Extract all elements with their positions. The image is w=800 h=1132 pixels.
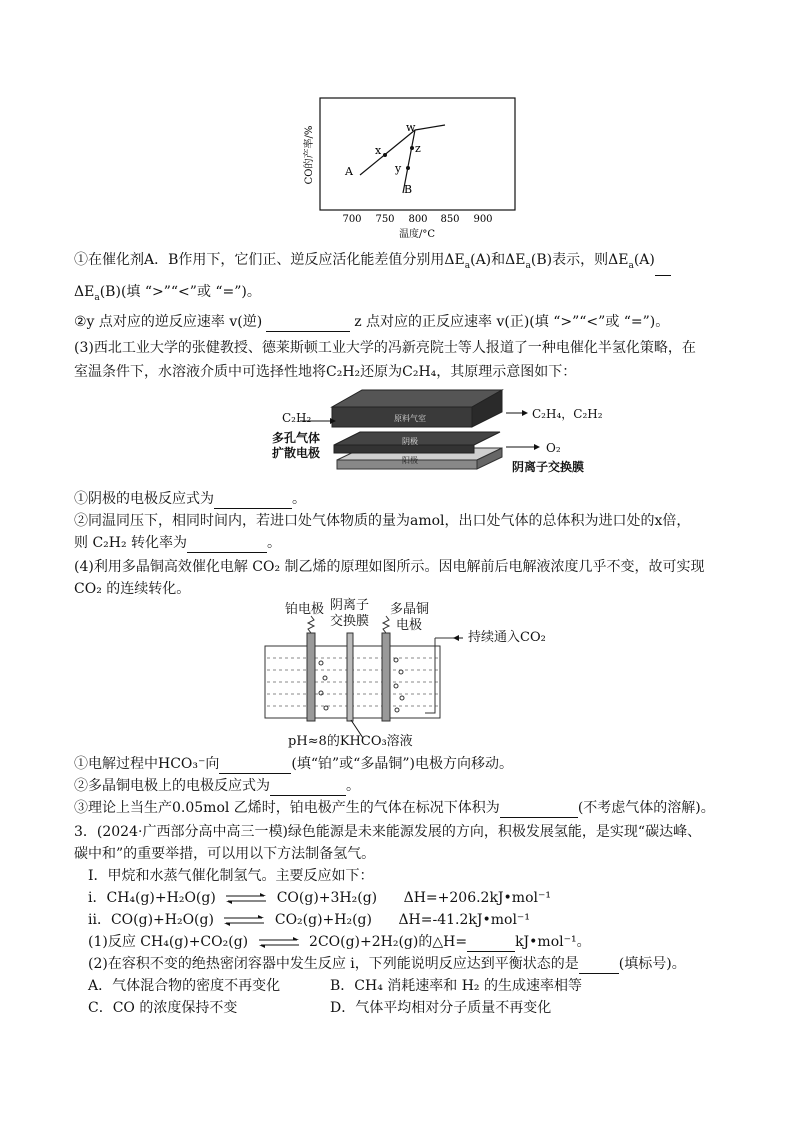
yield-temperature-graph [300,95,530,245]
question-3-2-cont: 则 C₂H₂ 转化率为 。 [74,535,282,551]
platinum-electrode [307,633,315,721]
reaction-ii: ii．CO(g)+H₂O(g) CO₂(g)+H₂(g) ΔH=-41.2kJ•mol⁻¹ [88,912,530,928]
outlet-label: C₂H₄，C₂H₂ [532,407,603,421]
membrane-label-1: 阴离子 [330,598,370,613]
question-4-3: ③理论上当生产0.05mol 乙烯时，铂电极产生的气体在标况下体积为 (不考虑气体的溶解)。 [74,800,715,816]
point-z [410,146,414,150]
co2-inlet-label: 持续通入CO₂ [468,630,546,645]
equilibrium-arrow-icon [222,913,266,927]
question-3-1: ①阴极的电极反应式为 。 [74,491,306,507]
reaction-i: i．CH₄(g)+H₂O(g) CO(g)+3H₂(g) ΔH=+206.2kJ•mol⁻¹ [88,890,551,906]
answer-blank-6[interactable] [270,779,346,796]
answer-blank-2[interactable] [266,315,350,332]
answer-blank-3[interactable] [214,492,292,509]
copper-label-1: 多晶铜 [390,602,430,617]
question-3-para-1: (3)西北工业大学的张健教授、德莱斯顿工业大学的冯新亮院士等人报道了一种电催化半氢化策略，在 [74,340,696,356]
svg-text:850: 850 [440,214,460,225]
answer-blank-5[interactable] [219,757,291,774]
o2-label: O₂ [546,441,561,455]
question-4-para-2: CO₂ 的连续转化。 [74,581,191,597]
question-4-2: ②多晶铜电极上的电极反应式为 。 [74,778,360,794]
equilibrium-arrow-icon [224,891,268,905]
problem-3-q1: (1)反应 CH₄(g)+CO₂(g) 2CO(g)+2H₂(g)的△H= kJ•mol⁻¹。 [88,934,591,950]
label-B: B [404,183,413,196]
answer-blank-1[interactable] [655,259,671,276]
option-B[interactable]: B．CH₄ 消耗速率和 H₂ 的生成速率相等 [330,978,582,994]
option-D[interactable]: D．气体平均相对分子质量不再变化 [330,1000,552,1016]
label-A: A [345,165,353,178]
label-x: x [375,144,382,157]
equilibrium-arrow-icon [257,935,301,949]
label-w: w [406,121,416,134]
y-axis-label: CO的产率/% [304,125,315,185]
label-y: y [395,162,402,175]
electrode-label-1: 多孔气体 [272,431,321,445]
svg-text:800: 800 [408,214,428,225]
membrane-label-2: 交换膜 [330,614,370,629]
svg-text:阴极: 阴极 [402,437,418,446]
option-C[interactable]: C．CO 的浓度保持不变 [88,1000,238,1016]
copper-label-2: 电极 [396,618,423,633]
question-2-1-cont: $\Delta E_a(B)$(填 “>”“<”或 “=”)。 [74,284,261,303]
svg-text:750: 750 [375,214,395,225]
x-axis-label: 温度/°C [398,229,436,240]
answer-blank-4[interactable] [187,536,267,553]
membrane [347,633,353,721]
answer-blank-9[interactable] [579,957,619,974]
copper-electrode [382,633,390,721]
curve-top [415,125,445,130]
svg-text:原料气室: 原料气室 [394,414,426,423]
x-ticks [342,214,492,225]
inlet-label: C₂H₂ [282,411,312,425]
membrane-label: 阴离子交换膜 [512,460,585,474]
question-3-para-2: 室温条件下，水溶液介质中可选择性地将C₂H₂还原为C₂H₄，其原理示意图如下： [74,364,577,380]
question-4-1: ①电解过程中HCO₃⁻向 (填“铂”或“多晶铜”)电极方向移动。 [74,756,513,772]
solution-label: pH≈8的KHCO₃溶液 [288,734,413,749]
question-2-2: ②y 点对应的逆反应速率 v(逆) z 点对应的正反应速率 v(正)(填 “>”“<”或 “=”)。 [74,314,670,330]
option-A[interactable]: A．气体混合物的密度不再变化 [88,978,281,994]
problem-3-head-2: 碳中和”的重要举措，可以用以下方法制备氢气。 [74,846,376,862]
problem-3-head-1: 3．(2024·广西部分高中高三一模)绿色能源是未来能源发展的方向，积极发展氢能，是实现“碳达峰、 [74,824,702,840]
question-3-2: ②同温同压下，相同时间内，若进口处气体物质的量为amol，出口处气体的总体积为进口处的x倍， [74,513,691,529]
point-x [383,153,387,157]
problem-3-q2: (2)在容积不变的绝热密闭容器中发生反应 i，下列能说明反应达到平衡状态的是 (填标号)。 [88,956,686,972]
platinum-label: 铂电极 [285,602,325,617]
svg-text:阳极: 阳极 [402,456,418,465]
label-z: z [415,142,421,155]
question-2-1: ①在催化剂A．B作用下，它们正、逆反应活化能差值分别用$\Delta E_a(A)$和$\Delta E_a(B)$表示，则$\Delta E_a(A)$ [74,250,671,276]
answer-blank-7[interactable] [500,801,578,818]
co2-pipe [425,638,435,713]
svg-text:900: 900 [473,214,493,225]
point-y [406,166,410,170]
part-I: I．甲烷和水蒸气催化制氢气。主要反应如下： [88,868,374,884]
question-4-para-1: (4)利用多晶铜高效催化电解 CO₂ 制乙烯的原理如图所示。因电解前后电解液浓度几乎不变，故可实现 [74,559,705,575]
svg-text:700: 700 [342,214,362,225]
answer-blank-8[interactable] [467,935,515,952]
electrode-label-2: 扩散电极 [272,446,321,460]
